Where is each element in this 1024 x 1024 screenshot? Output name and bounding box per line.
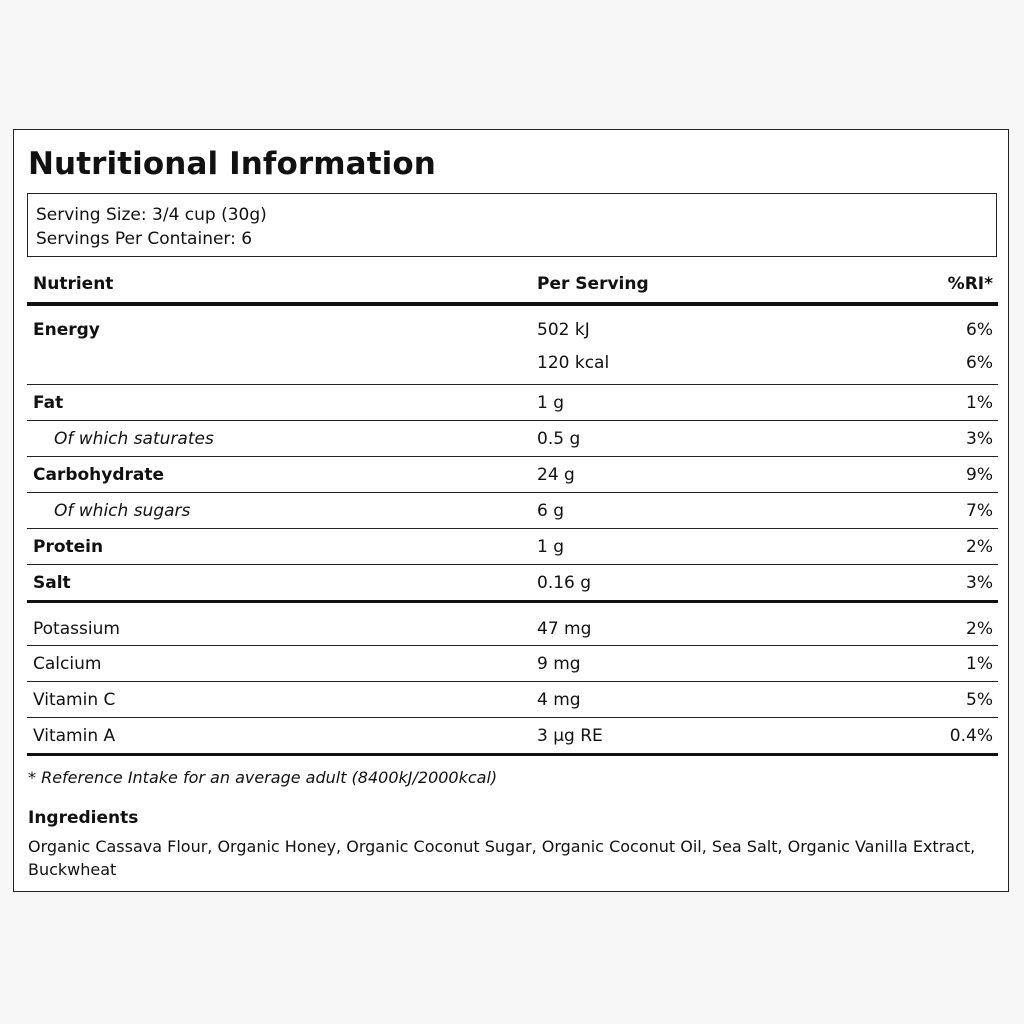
nutrient-value: 4 mg [537,689,581,710]
nutrient-name: Of which sugars [54,500,191,521]
nutrient-value: 3 µg RE [537,725,603,746]
nutrient-ri: 6% [966,353,993,373]
nutrient-value: 47 mg [537,619,592,639]
nutrient-value: 0.16 g [537,572,592,593]
nutrition-panel [13,129,1009,892]
table-row-potassium [27,603,998,646]
nutrient-value: 120 kcal [537,353,610,373]
table-row-calcium [27,646,998,682]
page-title: Nutritional Information [28,146,436,182]
nutrient-ri: 3% [966,572,993,593]
servings-per-container: Servings Per Container: 6 [36,229,253,249]
table-header-row [27,266,998,306]
nutrient-ri: 5% [966,689,993,710]
table-row-vitamin-c [27,682,998,718]
header-nutrient: Nutrient [33,274,114,294]
nutrient-name: Vitamin C [33,689,116,710]
nutrient-ri: 3% [966,428,993,449]
nutrient-value: 24 g [537,464,575,485]
nutrient-name: Protein [33,536,104,557]
nutrient-name: Of which saturates [54,428,214,449]
nutrient-name: Vitamin A [33,725,116,746]
nutrient-value: 0.5 g [537,428,581,449]
ingredients-heading: Ingredients [28,808,139,828]
nutrient-name: Calcium [33,653,102,674]
nutrient-ri: 6% [966,320,993,340]
nutrient-value: 1 g [537,392,565,413]
nutrient-ri: 1% [966,653,993,674]
reference-intake-footnote: * Reference Intake for an average adult (8400kJ/2000kcal) [28,768,498,787]
header-ri: %RI* [947,274,993,294]
nutrient-name: Fat [33,392,64,413]
nutrition-table [27,266,998,756]
table-row-vitamin-a [27,718,998,756]
ingredients-list: Organic Cassava Flour, Organic Honey, Organic Coconut Sugar, Organic Coconut Oil, Sea Salt, Organic Vanilla Extract, Buckwheat [28,837,976,879]
serving-info-box [27,193,997,257]
header-per-serving: Per Serving [537,274,649,294]
table-row-fat [27,385,998,421]
table-row-saturates [27,421,998,457]
nutrient-name: Carbohydrate [33,464,165,485]
nutrient-name: Energy [33,320,100,340]
nutrient-ri: 1% [966,392,993,413]
nutrient-ri: 2% [966,536,993,557]
nutrient-ri: 0.4% [949,725,993,746]
table-row-protein [27,529,998,565]
table-row-salt [27,565,998,603]
nutrient-ri: 7% [966,500,993,521]
nutrient-value: 1 g [537,536,565,557]
nutrient-name: Salt [33,572,71,593]
table-row-carbohydrate [27,457,998,493]
nutrient-ri: 9% [966,464,993,485]
nutrient-ri: 2% [966,619,993,639]
serving-size: Serving Size: 3/4 cup (30g) [36,205,267,225]
table-row-energy-kj [27,306,998,350]
table-row-sugars [27,493,998,529]
nutrient-value: 9 mg [537,653,581,674]
nutrient-value: 502 kJ [537,320,590,340]
table-row-energy-kcal [27,350,998,385]
nutrient-name: Potassium [33,619,120,639]
nutrient-value: 6 g [537,500,565,521]
